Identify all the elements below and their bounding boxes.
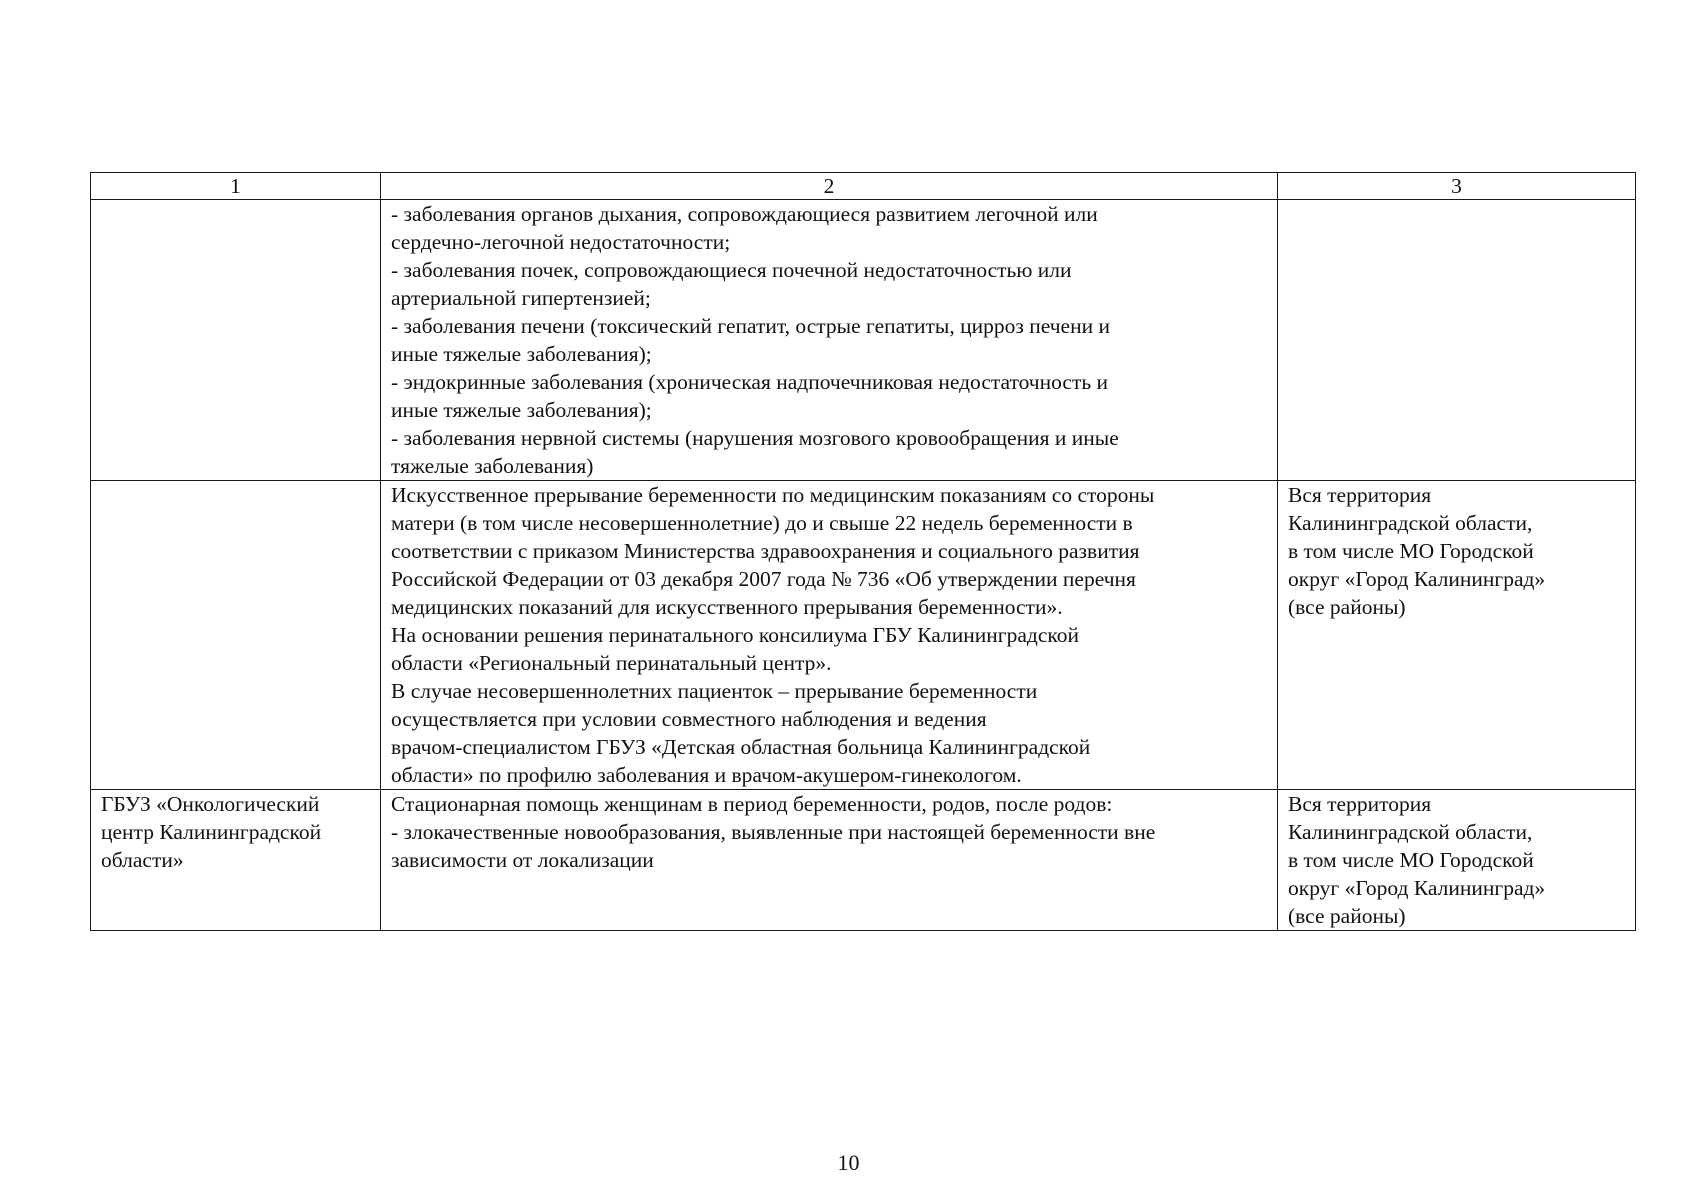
header-cell-2: 2: [381, 173, 1278, 200]
text-line: Вся территория: [1288, 483, 1432, 507]
text-line: иные тяжелые заболевания);: [391, 342, 652, 366]
header-cell-1: 1: [91, 173, 381, 200]
text-line: области «Региональный перинатальный центр».: [391, 651, 832, 675]
territory-cell: [1278, 790, 1636, 931]
text-line: области» по профилю заболевания и врачом-акушером-гинекологом.: [391, 763, 1022, 787]
text-line: округ «Город Калининград»: [1288, 876, 1546, 900]
text-line: - заболевания печени (токсический гепатит, острые гепатиты, цирроз печени и: [391, 314, 1110, 338]
text-line: (все районы): [1288, 904, 1406, 928]
text-line: Российской Федерации от 03 декабря 2007 года № 736 «Об утверждении перечня: [391, 567, 1136, 591]
text-line: Калининградской области,: [1288, 511, 1533, 535]
territory-cell: [1278, 200, 1636, 481]
text-line: сердечно-легочной недостаточности;: [391, 230, 731, 254]
conditions-cell: [381, 200, 1278, 481]
text-line: округ «Город Калининград»: [1288, 567, 1546, 591]
table-row: [91, 481, 1636, 790]
text-line: ГБУЗ «Онкологический: [101, 792, 320, 816]
text-line: - эндокринные заболевания (хроническая надпочечниковая недостаточность и: [391, 370, 1109, 394]
text-line: Стационарная помощь женщинам в период беременности, родов, после родов:: [391, 792, 1113, 816]
conditions-cell: [381, 481, 1278, 790]
text-line: Вся территория: [1288, 792, 1432, 816]
text-line: На основании решения перинатального консилиума ГБУ Калининградской: [391, 623, 1079, 647]
text-line: - заболевания нервной системы (нарушения мозгового кровообращения и иные: [391, 426, 1119, 450]
text-line: центр Калининградской: [101, 820, 322, 844]
institution-cell: [91, 790, 381, 931]
text-line: зависимости от локализации: [391, 848, 654, 872]
conditions-cell: [381, 790, 1278, 931]
text-line: Искусственное прерывание беременности по медицинским показаниям со стороны: [391, 483, 1155, 507]
text-line: - заболевания органов дыхания, сопровождающиеся развитием легочной или: [391, 202, 1098, 226]
text-line: тяжелые заболевания): [391, 454, 594, 478]
text-line: иные тяжелые заболевания);: [391, 398, 652, 422]
text-line: артериальной гипертензией;: [391, 286, 651, 310]
table-row: [91, 200, 1636, 481]
institution-cell: [91, 200, 381, 481]
table-header-row: [91, 173, 1636, 200]
header-cell-3: 3: [1278, 173, 1636, 200]
text-line: - заболевания почек, сопровождающиеся почечной недостаточностью или: [391, 258, 1072, 282]
text-line: медицинских показаний для искусственного прерывания беременности».: [391, 595, 1063, 619]
text-line: Калининградской области,: [1288, 820, 1533, 844]
document-table: [90, 172, 1636, 931]
text-line: в том числе МО Городской: [1288, 848, 1534, 872]
territory-cell: [1278, 481, 1636, 790]
text-line: осуществляется при условии совместного наблюдения и ведения: [391, 707, 987, 731]
text-line: врачом-специалистом ГБУЗ «Детская областная больница Калининградской: [391, 735, 1091, 759]
text-line: соответствии с приказом Министерства здравоохранения и социального развития: [391, 539, 1140, 563]
page-number: 10: [837, 1150, 860, 1175]
text-line: матери (в том числе несовершеннолетние) до и свыше 22 недель беременности в: [391, 511, 1133, 535]
text-line: в том числе МО Городской: [1288, 539, 1534, 563]
text-line: - злокачественные новообразования, выявленные при настоящей беременности вне: [391, 820, 1156, 844]
text-line: (все районы): [1288, 595, 1406, 619]
text-line: области»: [101, 848, 184, 872]
table-row: [91, 790, 1636, 931]
text-line: В случае несовершеннолетних пациенток – прерывание беременности: [391, 679, 1038, 703]
institution-cell: [91, 481, 381, 790]
